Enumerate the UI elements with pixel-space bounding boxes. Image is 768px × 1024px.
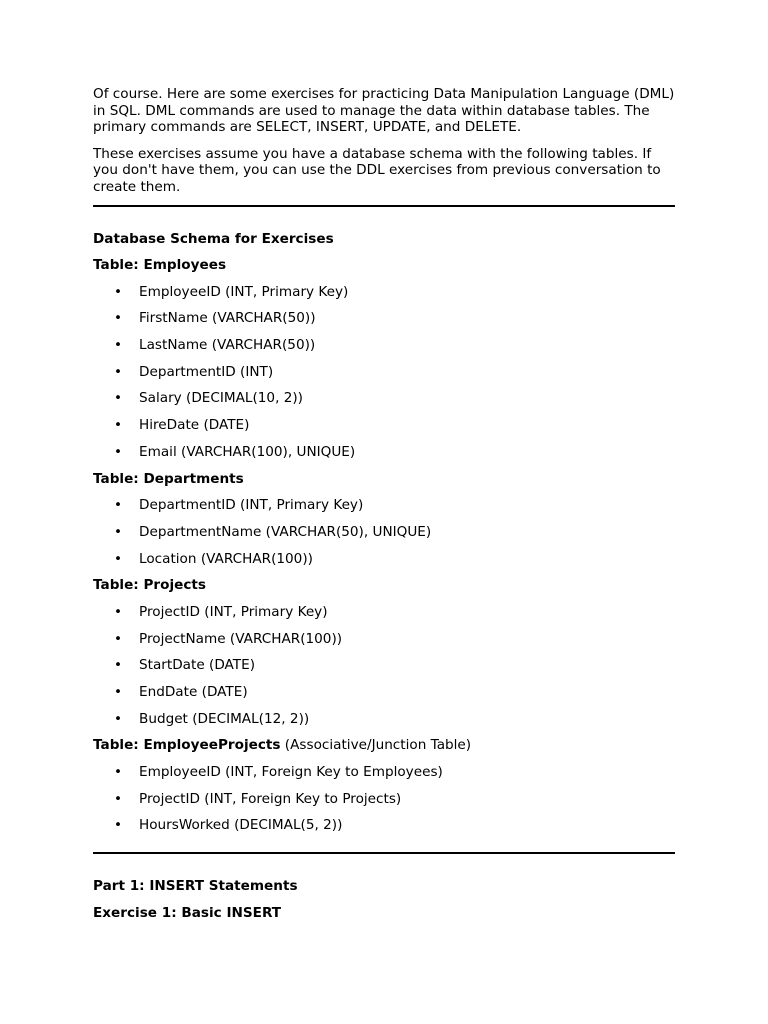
list-item [93, 364, 675, 380]
field-text: EmployeeID (INT, Primary Key) [139, 283, 349, 300]
intro-paragraph-assumption: These exercises assume you have a database schema with the following tables. If you don't have them, you can use the DDL exercises from previous conversation to create them. [93, 145, 661, 195]
intro-paragraph: Of course. Here are some exercises for practicing Data Manipulation Language (DML) in SQL. DML commands are used to manage the data within database tables. The primary commands are SELECT, INSERT, UPDATE, and DELETE. [93, 86, 675, 135]
field-text: DepartmentID (INT, Primary Key) [139, 497, 364, 514]
bullet-icon: • [114, 790, 123, 807]
bullet-icon: • [114, 817, 123, 834]
list-item [93, 631, 675, 647]
list-item [93, 764, 675, 780]
bullet-icon: • [114, 363, 123, 380]
list-item [93, 444, 675, 460]
table-heading-label: Table: Departments [93, 470, 244, 487]
bullet-icon: • [114, 550, 123, 567]
list-item [93, 791, 675, 807]
bullet-icon: • [114, 523, 123, 540]
field-text: ProjectID (INT, Foreign Key to Projects) [139, 790, 402, 807]
document-content [93, 86, 675, 921]
field-text: Email (VARCHAR(100), UNIQUE) [139, 443, 356, 460]
list-item [93, 310, 675, 326]
list-item [93, 497, 675, 513]
list-item [93, 657, 675, 673]
field-text: Budget (DECIMAL(12, 2)) [139, 710, 310, 727]
bullet-icon: • [114, 390, 123, 407]
table-heading-employeeprojects [93, 737, 675, 753]
bullet-icon: • [114, 337, 123, 354]
bullet-icon: • [114, 283, 123, 300]
projects-field-list [93, 604, 675, 727]
field-text: HireDate (DATE) [139, 417, 250, 434]
table-heading-departments [93, 471, 675, 487]
list-item [93, 284, 675, 300]
field-text: DepartmentID (INT) [139, 363, 274, 380]
field-text: ProjectID (INT, Primary Key) [139, 603, 328, 620]
list-item [93, 684, 675, 700]
table-heading-projects [93, 577, 675, 593]
employees-field-list [93, 284, 675, 460]
field-text: DepartmentName (VARCHAR(50), UNIQUE) [139, 523, 432, 540]
bullet-icon: • [114, 443, 123, 460]
list-item [93, 390, 675, 406]
list-item [93, 817, 675, 833]
list-item [93, 417, 675, 433]
table-heading-label: Table: EmployeeProjects [93, 737, 281, 754]
bullet-icon: • [114, 630, 123, 647]
bullet-icon: • [114, 684, 123, 700]
field-text: EndDate (DATE) [139, 684, 248, 700]
departments-field-list [93, 497, 675, 566]
bullet-icon: • [114, 310, 123, 327]
list-item [93, 604, 675, 620]
field-text: FirstName (VARCHAR(50)) [139, 310, 316, 327]
part1-title: Part 1: INSERT Statements [93, 878, 298, 895]
field-text: ProjectName (VARCHAR(100)) [139, 630, 343, 647]
table-heading-employees [93, 257, 675, 273]
field-text: HoursWorked (DECIMAL(5, 2)) [139, 817, 343, 834]
exercise1-title: Exercise 1: Basic INSERT [93, 904, 282, 921]
list-item [93, 711, 675, 727]
field-text: Location (VARCHAR(100)) [139, 550, 313, 567]
field-text: LastName (VARCHAR(50)) [139, 337, 316, 354]
bullet-icon: • [114, 417, 123, 434]
bullet-icon: • [114, 657, 123, 674]
employeeprojects-field-list [93, 764, 675, 833]
list-item [93, 551, 675, 567]
field-text: StartDate (DATE) [139, 657, 255, 674]
table-heading-label: Table: Employees [93, 257, 227, 273]
table-heading-label: Table: Projects [93, 577, 207, 594]
bullet-icon: • [114, 603, 123, 620]
bullet-icon: • [114, 764, 123, 781]
field-text: EmployeeID (INT, Foreign Key to Employees) [139, 764, 443, 781]
bullet-icon: • [114, 497, 123, 514]
schema-title: Database Schema for Exercises [93, 231, 334, 247]
list-item [93, 337, 675, 353]
field-text: Salary (DECIMAL(10, 2)) [139, 390, 303, 407]
table-heading-note: (Associative/Junction Table) [280, 737, 472, 754]
list-item [93, 524, 675, 540]
bullet-icon: • [114, 710, 123, 727]
